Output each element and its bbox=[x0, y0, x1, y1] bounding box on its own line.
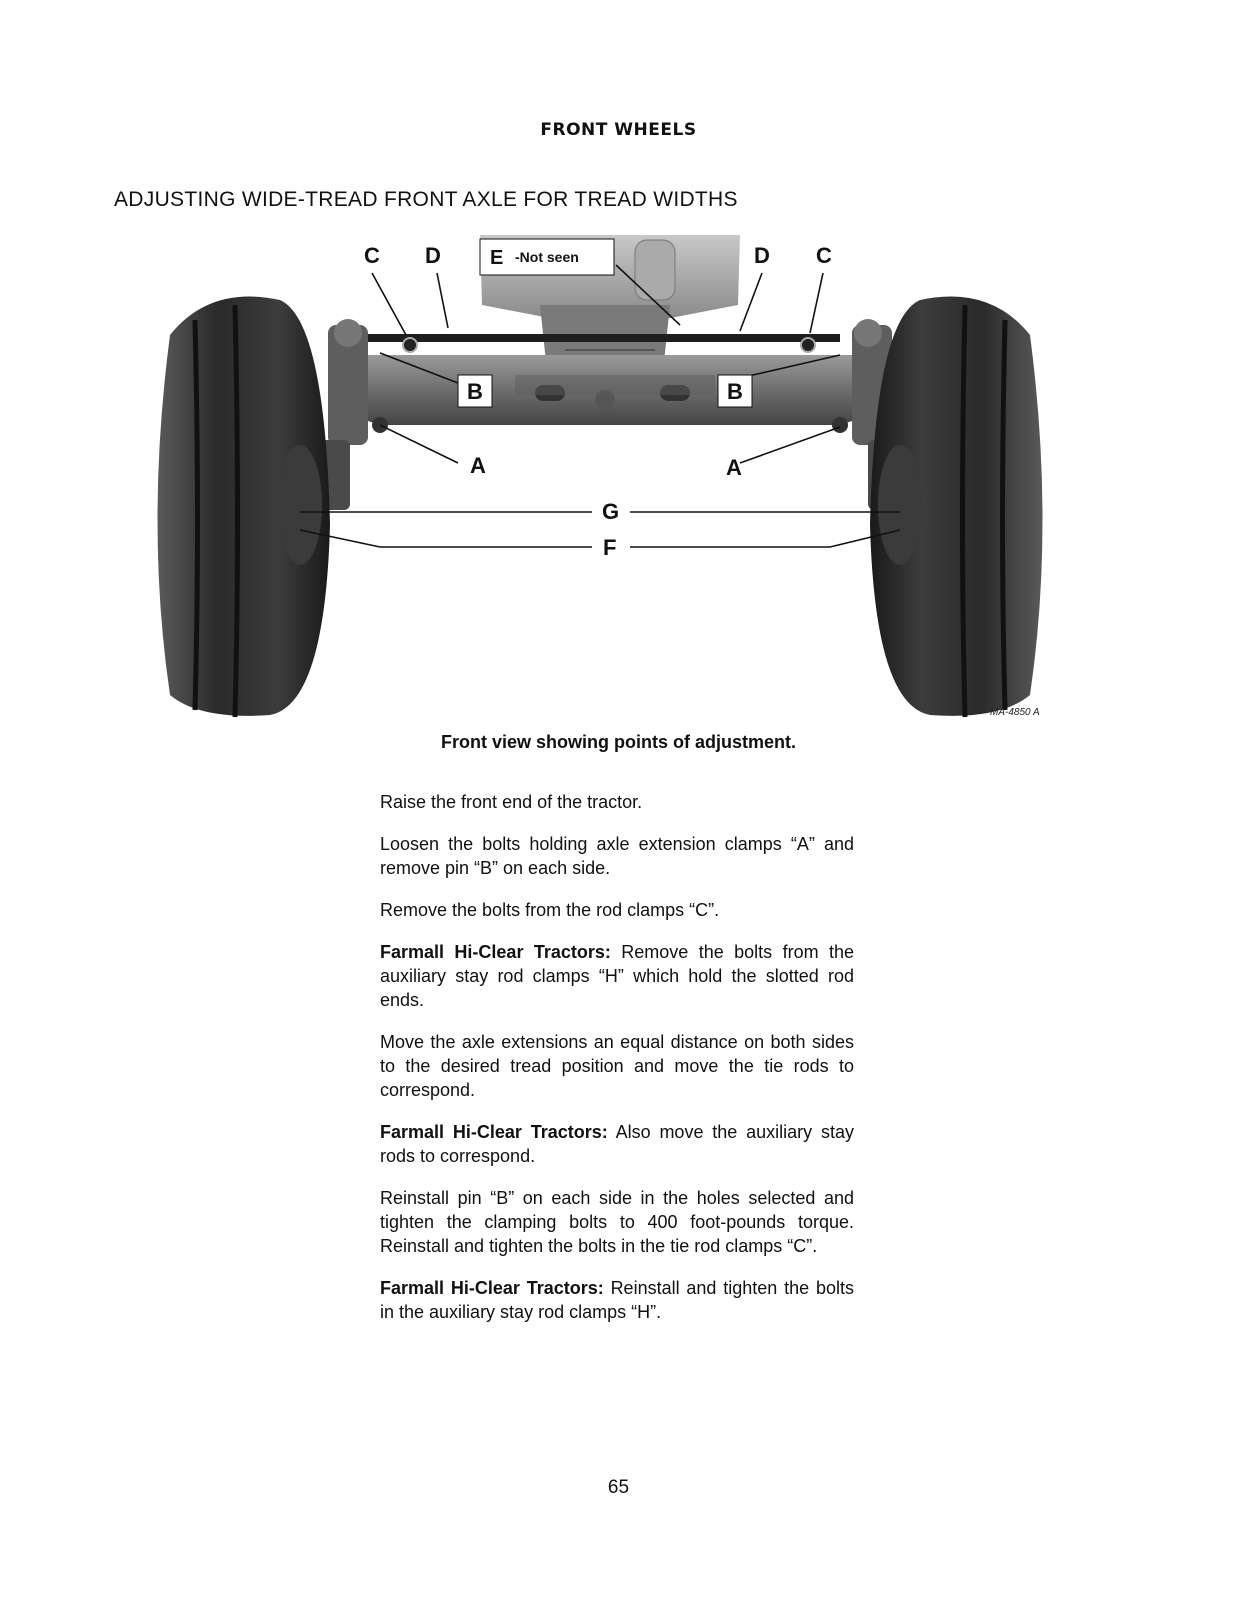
instruction-paragraph bbox=[380, 1120, 854, 1168]
label-d-left: D bbox=[425, 243, 441, 268]
instruction-paragraph bbox=[380, 1186, 854, 1258]
instruction-lead: Farmall Hi-Clear Tractors: bbox=[380, 942, 611, 962]
axle-figure bbox=[140, 225, 1060, 730]
page-heading: ADJUSTING WIDE-TREAD FRONT AXLE FOR TREAD WIDTHS bbox=[114, 188, 738, 211]
label-b-left: B bbox=[467, 379, 483, 404]
label-b-right-box bbox=[718, 375, 752, 407]
right-front-tire bbox=[870, 297, 1043, 717]
axle-photo-illustration bbox=[140, 225, 1060, 730]
instruction-paragraph bbox=[380, 790, 854, 814]
figure-caption: Front view showing points of adjustment. bbox=[441, 732, 796, 752]
instruction-text: Reinstall pin “B” on each side in the holes selected and tighten the clamping bolts to 400 foot-pounds torque. Reinstall and tighten the bolts in the tie rod clamps “C”. bbox=[380, 1188, 854, 1256]
instruction-text: Remove the bolts from the rod clamps “C”. bbox=[380, 900, 720, 920]
label-a-left: A bbox=[470, 453, 486, 478]
instruction-lead: Farmall Hi-Clear Tractors: bbox=[380, 1278, 604, 1298]
label-b-right: B bbox=[727, 379, 743, 404]
label-f: F bbox=[603, 535, 617, 560]
axle-beam bbox=[335, 355, 885, 425]
label-e: E bbox=[490, 247, 504, 269]
instruction-text: Reinstall and tighten the bolts in the auxiliary stay rod clamps “H”. bbox=[380, 1278, 855, 1322]
instruction-text: Also move the auxiliary stay rods to correspond. bbox=[380, 1122, 855, 1166]
figure-code: MA-4850 A bbox=[990, 707, 1040, 718]
label-g: G bbox=[602, 499, 620, 524]
instruction-paragraph bbox=[380, 832, 854, 880]
label-e-box bbox=[480, 239, 614, 275]
instruction-paragraph bbox=[380, 898, 854, 922]
label-e-note: -Not seen bbox=[515, 249, 579, 265]
label-c-left: C bbox=[364, 243, 380, 268]
instruction-paragraph bbox=[380, 1276, 854, 1324]
instruction-text: Remove the bolts from the auxiliary stay rod clamps “H” which hold the slotted rod ends. bbox=[380, 942, 854, 1010]
left-front-tire bbox=[158, 297, 331, 717]
instruction-paragraph bbox=[380, 940, 854, 1012]
instruction-text: Loosen the bolts holding axle extension clamps “A” and remove pin “B” on each side. bbox=[380, 834, 854, 878]
label-b-left-box bbox=[458, 375, 492, 407]
instruction-paragraph bbox=[380, 1030, 854, 1102]
instruction-lead: Farmall Hi-Clear Tractors: bbox=[380, 1122, 608, 1142]
instruction-text: Move the axle extensions an equal distance on both sides to the desired tread position and move the tie rods to correspond. bbox=[380, 1032, 854, 1100]
page-number: 65 bbox=[607, 1477, 630, 1498]
instructions bbox=[380, 790, 854, 1342]
label-a-right: A bbox=[726, 455, 742, 480]
instruction-text: Raise the front end of the tractor. bbox=[380, 792, 643, 812]
label-c-right: C bbox=[816, 243, 832, 268]
label-d-right: D bbox=[754, 243, 770, 268]
section-title: FRONT WHEELS bbox=[540, 120, 697, 140]
